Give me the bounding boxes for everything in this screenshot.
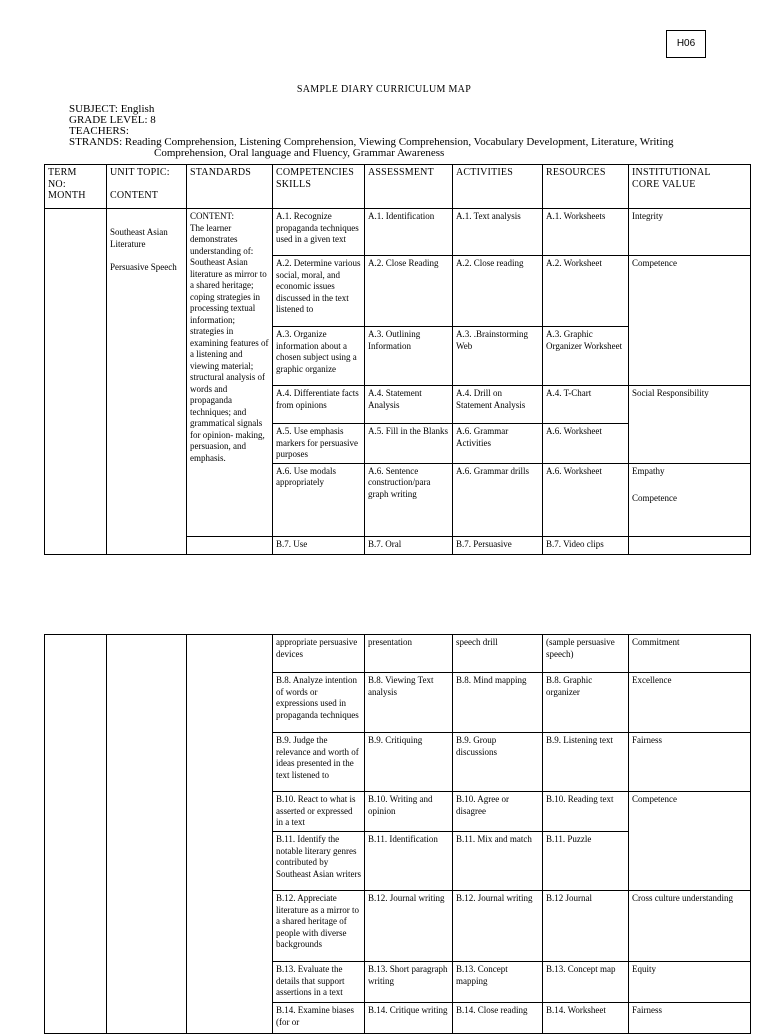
unit-content-cell [107, 635, 187, 1034]
competency-cell: A.4. Differentiate facts from opinions [273, 386, 365, 424]
activity-cell: B.10. Agree or disagree [453, 792, 543, 832]
core-value-cell: Competence [629, 256, 751, 386]
document-meta [69, 104, 674, 159]
competency-cell: appropriate persuasive devices [273, 635, 365, 673]
resource-cell: A.1. Worksheets [543, 209, 629, 256]
competency-cell: B.12. Appreciate literature as a mirror to a shared heritage of people with diverse backgrounds [273, 891, 365, 962]
activity-cell: B.7. Persuasive [453, 536, 543, 554]
resource-cell: A.2. Worksheet [543, 256, 629, 327]
core-value-cell: Competence [629, 792, 751, 891]
resource-cell: B.10. Reading text [543, 792, 629, 832]
core-value-cell: Integrity [629, 209, 751, 256]
assessment-cell: B.8. Viewing Text analysis [365, 673, 453, 733]
header-standards: STANDARDS [187, 165, 273, 209]
term-cell [45, 635, 107, 1034]
activity-cell: A.1. Text analysis [453, 209, 543, 256]
table-row [45, 209, 751, 256]
resource-cell: B.7. Video clips [543, 536, 629, 554]
standards-cell: CONTENT: The learner demonstrates understanding of: Southeast Asian literature as mirror to a shared heritage; coping strategies in processing textual information; strategies in examining features of a listening and viewing material; structural analysis of words and propaganda techniques; and grammatical signals for opinion- making, persuasion, and emphasis. [187, 209, 273, 537]
standards-cell [187, 635, 273, 1034]
header-unit-topic: UNIT TOPIC: CONTENT [107, 165, 187, 209]
core-value-competence: Competence [632, 493, 677, 503]
resource-cell: A.3. Graphic Organizer Worksheet [543, 327, 629, 386]
activity-cell: B.14. Close reading [453, 1003, 543, 1034]
curriculum-table-page-2 [44, 634, 751, 1034]
grade-line: GRADE LEVEL: 8 [69, 114, 156, 126]
resource-cell: B.12 Journal [543, 891, 629, 962]
assessment-cell: B.14. Critique writing [365, 1003, 453, 1034]
standards-cell-empty [187, 536, 273, 554]
teachers-line: TEACHERS: [69, 125, 129, 137]
assessment-cell: A.5. Fill in the Blanks [365, 424, 453, 464]
assessment-cell: A.1. Identification [365, 209, 453, 256]
assessment-cell: A.6. Sentence construction/para graph writing [365, 463, 453, 536]
core-value-cell: Commitment [629, 635, 751, 673]
resource-cell: B.9. Listening text [543, 733, 629, 792]
strands-line: STRANDS: Reading Comprehension, Listening Comprehension, Viewing Comprehension, Vocabulary Development, Literature, Writing [69, 136, 674, 148]
assessment-cell: B.9. Critiquing [365, 733, 453, 792]
resource-cell: B.14. Worksheet [543, 1003, 629, 1034]
competency-cell: A.2. Determine various social, moral, and economic issues discussed in the text listened to [273, 256, 365, 327]
competency-cell: B.8. Analyze intention of words or expressions used in propaganda techniques [273, 673, 365, 733]
assessment-cell: A.4. Statement Analysis [365, 386, 453, 424]
competency-cell: B.13. Evaluate the details that support assertions in a text [273, 962, 365, 1003]
activity-cell: B.11. Mix and match [453, 832, 543, 891]
competency-cell: B.10. React to what is asserted or expressed in a text [273, 792, 365, 832]
assessment-cell: A.3. Outlining Information [365, 327, 453, 386]
competency-cell: A.5. Use emphasis markers for persuasive purposes [273, 424, 365, 464]
header-core-value: INSTITUTIONAL CORE VALUE [629, 165, 751, 209]
core-value-cell: Social Responsibility [629, 386, 751, 464]
table-row [45, 635, 751, 673]
assessment-cell: B.10. Writing and opinion [365, 792, 453, 832]
header-activities: ACTIVITIES [453, 165, 543, 209]
table-header-row [45, 165, 751, 209]
core-value-cell: Excellence [629, 673, 751, 733]
assessment-cell: B.11. Identification [365, 832, 453, 891]
activity-cell: A.6. Grammar Activities [453, 424, 543, 464]
assessment-cell: presentation [365, 635, 453, 673]
page-title: SAMPLE DIARY CURRICULUM MAP [296, 84, 472, 95]
competency-cell: A.6. Use modals appropriately [273, 463, 365, 536]
resource-cell: B.8. Graphic organizer [543, 673, 629, 733]
assessment-cell: B.12. Journal writing [365, 891, 453, 962]
assessment-cell: A.2. Close Reading [365, 256, 453, 327]
header-term: TERM NO: MONTH [45, 165, 107, 209]
resource-cell: B.11. Puzzle [543, 832, 629, 891]
activity-cell: A.2. Close reading [453, 256, 543, 327]
activity-cell: A.6. Grammar drills [453, 463, 543, 536]
resource-cell: A.6. Worksheet [543, 424, 629, 464]
header-resources: RESOURCES [543, 165, 629, 209]
core-value-cell [629, 536, 751, 554]
core-value-cell: Equity [629, 962, 751, 1003]
resource-cell: A.6. Worksheet [543, 463, 629, 536]
core-value-cell: Fairness [629, 733, 751, 792]
competency-cell: B.7. Use [273, 536, 365, 554]
resource-cell: A.4. T-Chart [543, 386, 629, 424]
unit-content-cell: Southeast Asian Literature Persuasive Speech [107, 209, 187, 555]
core-value-cell: Cross culture understanding [629, 891, 751, 962]
assessment-cell: B.13. Short paragraph writing [365, 962, 453, 1003]
competency-cell: B.9. Judge the relevance and worth of ideas presented in the text listened to [273, 733, 365, 792]
competency-cell: B.11. Identify the notable literary genres contributed by Southeast Asian writers [273, 832, 365, 891]
header-competencies: COMPETENCIES SKILLS [273, 165, 365, 209]
curriculum-table-page-1 [44, 164, 751, 555]
core-value-empathy: Empathy [632, 465, 665, 476]
activity-cell: A.3. .Brainstorming Web [453, 327, 543, 386]
resource-cell: B.13. Concept map [543, 962, 629, 1003]
assessment-cell: B.7. Oral [365, 536, 453, 554]
competency-cell: B.14. Examine biases (for or [273, 1003, 365, 1034]
header-assessment: ASSESSMENT [365, 165, 453, 209]
activity-cell: speech drill [453, 635, 543, 673]
activity-cell: B.9. Group discussions [453, 733, 543, 792]
strands-line-2: Comprehension, Oral language and Fluency, Grammar Awareness [154, 147, 445, 159]
activity-cell: B.8. Mind mapping [453, 673, 543, 733]
activity-cell: B.12. Journal writing [453, 891, 543, 962]
competency-cell: A.3. Organize information about a chosen subject using a graphic organize [273, 327, 365, 386]
competency-cell: A.1. Recognize propaganda techniques used in a given text [273, 209, 365, 256]
activity-cell: B.13. Concept mapping [453, 962, 543, 1003]
subject-line: SUBJECT: English [69, 103, 155, 115]
resource-cell: (sample persuasive speech) [543, 635, 629, 673]
term-cell [45, 209, 107, 555]
core-value-cell: Fairness [629, 1003, 751, 1034]
document-code: H06 [666, 30, 706, 58]
core-value-stack [629, 463, 751, 536]
activity-cell: A.4. Drill on Statement Analysis [453, 386, 543, 424]
